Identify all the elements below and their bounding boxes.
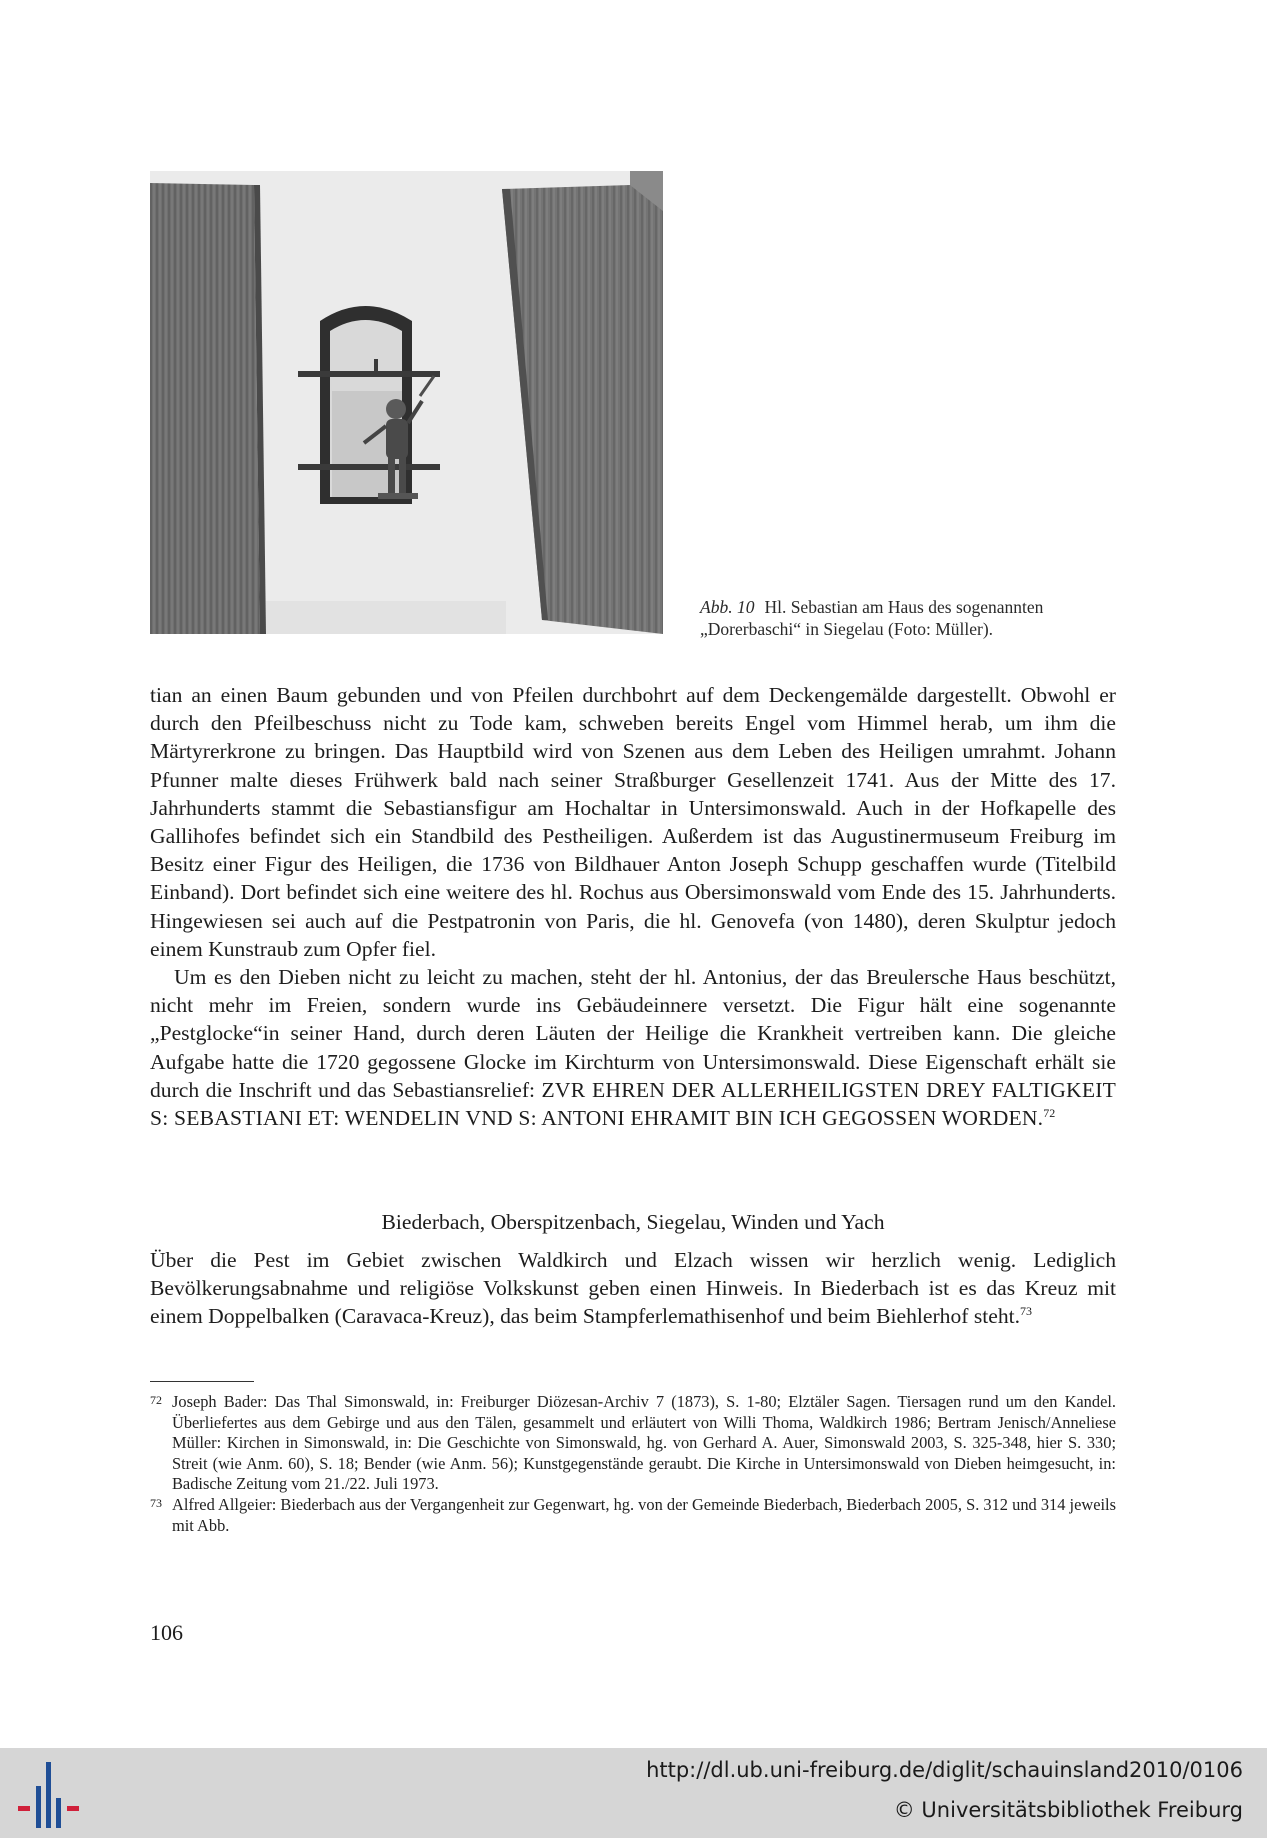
figure-label: Abb. 10 xyxy=(700,597,755,617)
paragraph-3-text: Über die Pest im Gebiet zwischen Waldkirch und Elzach wissen wir herzlich wenig. Lediglich Bevölkerungsabnahme und religiöse Volkskunst geben einen Hinweis. In Biederbach ist es das Kreuz mit einem Doppelbalken (Caravaca-Kreuz), das beim Stampferlemathisenhof und beim Biehlerhof steht. xyxy=(150,1248,1116,1329)
footnotes xyxy=(150,1392,1116,1536)
figure-photo xyxy=(150,171,663,634)
footnote-text: Alfred Allgeier: Biederbach aus der Vergangenheit zur Gegenwart, hg. von der Gemeinde Biederbach, Biederbach 2005, S. 312 und 314 jeweils mit Abb. xyxy=(172,1494,1116,1535)
paragraph-2 xyxy=(150,963,1116,1132)
footnote-ref-72[interactable]: 72 xyxy=(1043,1106,1056,1121)
footnote-text: Joseph Bader: Das Thal Simonswald, in: Freiburger Diözesan-Archiv 7 (1873), S. 1-80; Elztäler Sagen. Tiersagen rund um den Kandel. Überliefertes aus dem Gebirge und aus den Tälen, gesammelt und erläutert von Willi Thoma, Waldkirch 1986; Bertram Jenisch/Anneliese Müller: Kirchen in Simonswald, in: Die Geschichte von Simonswald, hg. von Gerhard A. Auer, Simonswald 2003, S. 325-348, hier S. 330; Streit (wie Anm. 60), S. 18; Bender (wie Anm. 56); Kunstgegenstände geraubt. Die Kirche in Untersimonswald von Dieben heimgesucht, in: Badische Zeitung vom 21./22. Juli 1973. xyxy=(172,1392,1116,1494)
footnote-73 xyxy=(150,1495,1116,1536)
source-url-link[interactable]: http://dl.ub.uni-freiburg.de/diglit/schauinsland2010/0106 xyxy=(646,1758,1243,1782)
library-footer xyxy=(0,1748,1267,1838)
section-heading: Biederbach, Oberspitzenbach, Siegelau, Winden und Yach xyxy=(381,1210,885,1234)
body-text-upper xyxy=(150,681,1116,1132)
footnote-72 xyxy=(150,1392,1116,1495)
paragraph-1: tian an einen Baum gebunden und von Pfeilen durchbohrt auf dem Deckengemälde dargestellt. Obwohl er durch den Pfeilbeschuss nicht zu Tode kam, schweben bereits Engel vom Himmel herab, um ihm die Märtyrerkrone zu bringen. Das Hauptbild wird von Szenen aus dem Leben des Heiligen umrahmt. Johann Pfunner malte dieses Frühwerk bald nach seiner Straßburger Gesellenzeit 1741. Aus der Mitte des 17. Jahrhunderts stammt die Sebastiansfigur am Hochaltar in Untersimonswald. Auch in der Hofkapelle des Gallihofes befindet sich ein Standbild des Pestheiligen. Außerdem ist das Augustinermuseum Freiburg im Besitz einer Figur des Heiligen, die 1736 von Bildhauer Anton Joseph Schupp geschaffen wurde (Titelbild Einband). Dort befindet sich eine weitere des hl. Rochus aus Obersimonswald vom Ende des 15. Jahrhunderts. Hingewiesen sei auch auf die Pestpatronin von Paris, die hl. Genovefa (von 1480), deren Skulptur jedoch einem Kunstraub zum Opfer fiel. xyxy=(150,683,1116,961)
body-text-lower xyxy=(150,1246,1116,1331)
paragraph-3 xyxy=(150,1246,1116,1331)
footnote-ref-73[interactable]: 73 xyxy=(1020,1304,1033,1319)
caption-line-2: „Dorerbaschi“ in Siegelau (Foto: Müller). xyxy=(700,619,994,639)
page-number: 106 xyxy=(150,1620,183,1645)
copyright-notice: © Universitätsbibliothek Freiburg xyxy=(893,1798,1243,1822)
ub-freiburg-logo-icon xyxy=(14,1760,84,1830)
footnote-number: 72 xyxy=(150,1393,162,1407)
caption-line-1: Hl. Sebastian am Haus des sogenannten xyxy=(764,597,1044,617)
sebastian-shrine-image xyxy=(150,171,663,634)
footnote-divider xyxy=(150,1381,254,1382)
bell-inscription: ZVR EHREN DER ALLERHEILIGSTEN DREY FALTIGKEIT S: SEBASTIANI ET: WENDELIN VND S: ANTONI EHRAMIT BIN ICH GEGOSSEN WORDEN. xyxy=(150,1077,1116,1131)
footnote-number: 73 xyxy=(150,1495,162,1510)
paragraph-2-text: Um es den Dieben nicht zu leicht zu machen, steht der hl. Antonius, der das Breulersche Haus beschützt, nicht mehr im Freien, sondern wurde ins Gebäudeinnere versetzt. Die Figur hält eine sogenannte „Pestglocke“in seiner Hand, durch deren Läuten der Heilige die Krankheit vertreiben kann. Die gleiche Aufgabe hatte die 1720 gegossene Glocke im Kirchturm von Untersimonswald. Diese Eigenschaft erhält sie durch die Inschrift und das Sebastiansrelief: xyxy=(150,965,1116,1102)
figure-caption xyxy=(700,596,1120,640)
